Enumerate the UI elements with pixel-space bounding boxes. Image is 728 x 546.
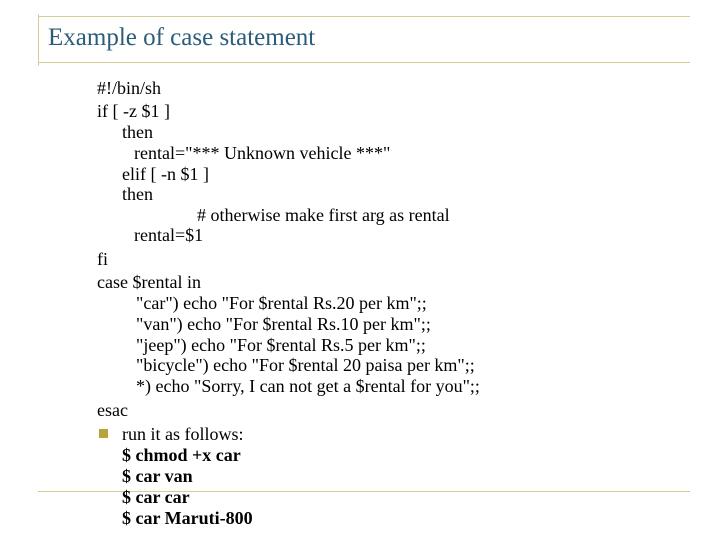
- code-line: "bicycle") echo "For $rental 20 paisa per km";;: [136, 355, 475, 375]
- code-line: elif [ -n $1 ]: [122, 164, 209, 184]
- bullet-square-icon: [99, 429, 108, 438]
- command-line: $ car Maruti-800: [122, 508, 253, 528]
- code-line: if [ -z $1 ]: [97, 101, 170, 121]
- title-accent-vertical-line: [38, 14, 39, 66]
- command-line: $ chmod +x car: [122, 445, 241, 465]
- code-line: fi: [97, 249, 108, 269]
- top-divider: [38, 16, 690, 17]
- code-line: # otherwise make first arg as rental: [197, 205, 450, 225]
- code-line: *) echo "Sorry, I can not get a $rental for you";;: [136, 376, 480, 396]
- code-line: rental="*** Unknown vehicle ***": [134, 143, 391, 163]
- slide-title: Example of case statement: [48, 24, 316, 51]
- code-line: esac: [97, 400, 128, 420]
- code-line: then: [122, 122, 153, 142]
- code-line: rental=$1: [134, 225, 204, 245]
- command-line: $ car van: [122, 466, 193, 486]
- command-line: $ car car: [122, 487, 190, 507]
- code-line: then: [122, 184, 153, 204]
- bullet-text: run it as follows:: [122, 424, 244, 444]
- code-line: "van") echo "For $rental Rs.10 per km";;: [136, 314, 431, 334]
- title-divider: [38, 62, 690, 63]
- code-line: case $rental in: [97, 272, 201, 292]
- code-line: #!/bin/sh: [97, 78, 162, 98]
- code-line: "jeep") echo "For $rental Rs.5 per km";;: [136, 335, 426, 355]
- code-line: "car") echo "For $rental Rs.20 per km";;: [136, 293, 427, 313]
